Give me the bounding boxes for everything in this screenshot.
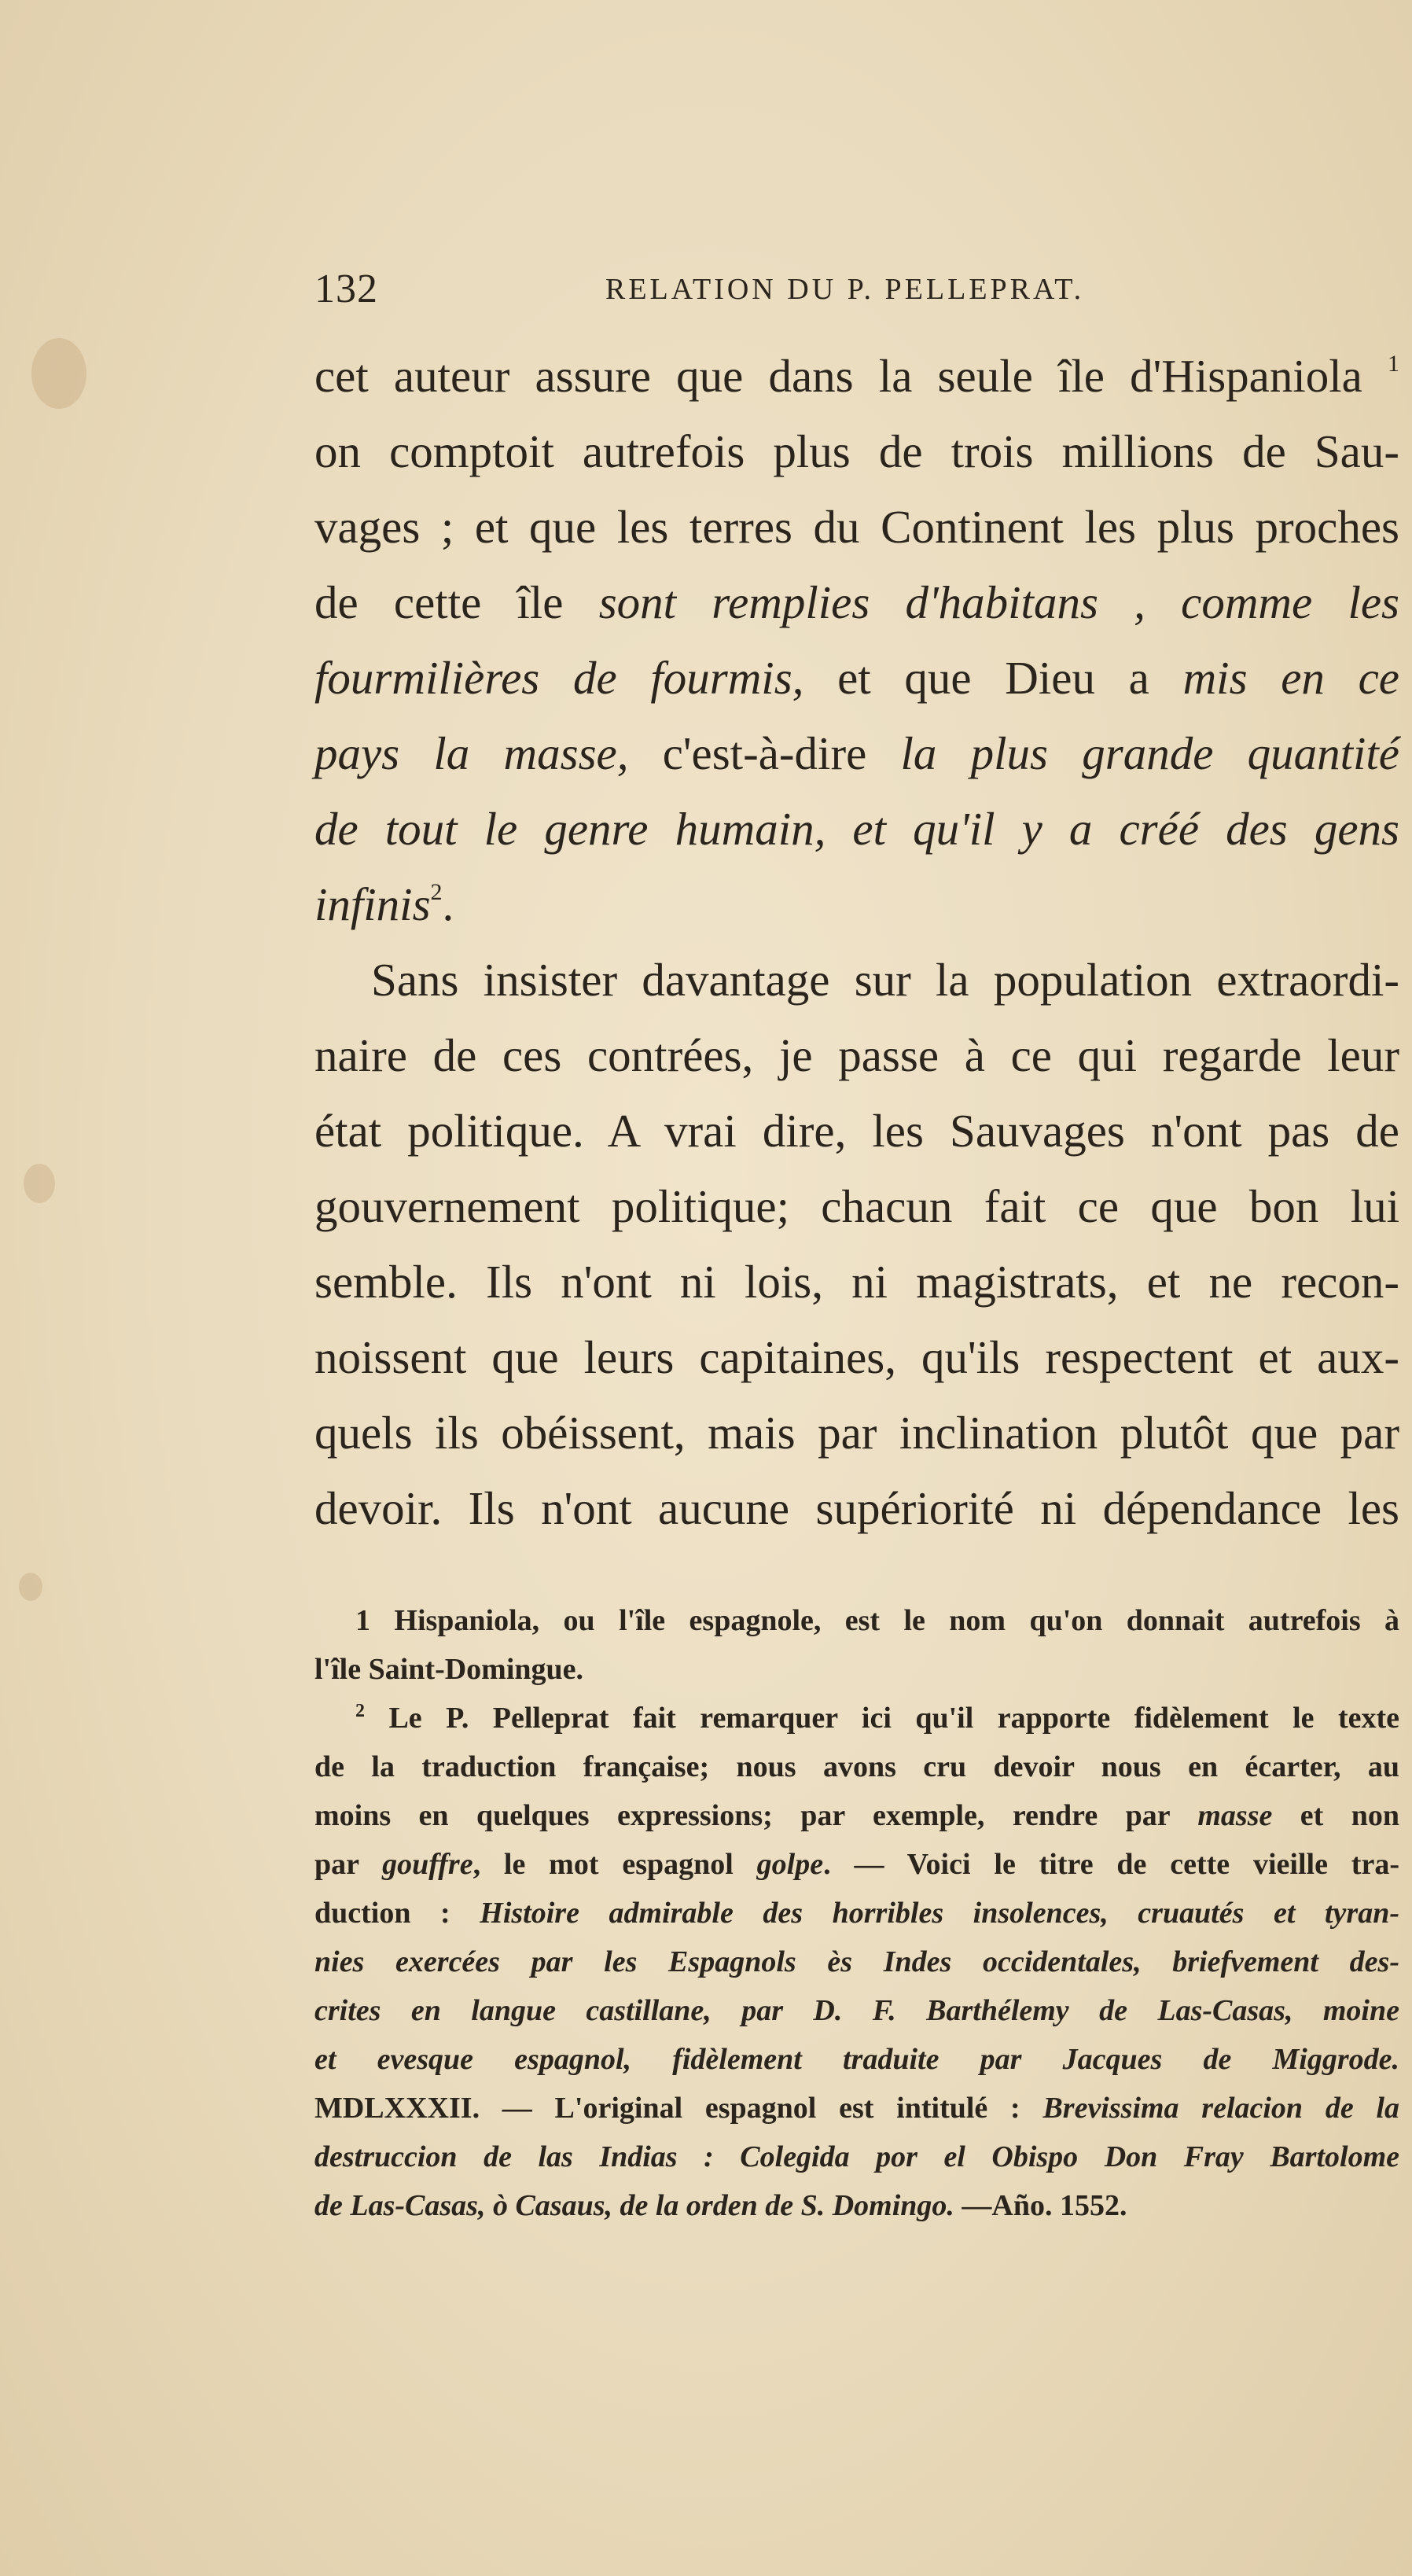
footnote-marker: 1: [355, 1604, 370, 1637]
text-line: vages ; et que les terres du Continent les plus proches: [314, 501, 1399, 553]
footnote-line: duction : Histoire admirable des horribles insolences, cruautés et tyran-: [314, 1897, 1400, 1930]
text-line: devoir. Ils n'ont aucune supériorité ni dépendance les: [314, 1482, 1399, 1534]
page-stain: [31, 338, 86, 409]
page-number: 132: [314, 267, 378, 311]
footnote-line: par gouffre, le mot espagnol golpe. — Voici le titre de cette vieille tra-: [314, 1848, 1399, 1881]
text-line: Sans insister davantage sur la population extraordi-: [371, 954, 1399, 1006]
text-line: infinis$^2$.: [314, 878, 454, 930]
footnote-line: $^2$ Le P. Pelleprat fait remarquer ici qu'il rapporte fidèlement le texte: [355, 1701, 1400, 1735]
text-line: on comptoit autrefois plus de trois millions de Sau-: [314, 425, 1399, 477]
text-line: de cette île sont remplies d'habitans , comme les: [314, 576, 1399, 628]
footnote-ref: 2: [430, 879, 443, 905]
page-stain: [19, 1573, 42, 1601]
footnote-line: l'île Saint-Domingue.: [314, 1653, 584, 1686]
footnote-line: de Las-Casas, ò Casaus, de la orden de S. Domingo. —Año. 1552.: [314, 2189, 1127, 2222]
text-line: pays la masse, c'est-à-dire la plus grande quantité: [314, 727, 1399, 779]
running-title: RELATION DU P. PELLEPRAT.: [605, 273, 1085, 306]
footnote-line: destruccion de las Indias : Colegida por el Obispo Don Fray Bartolome: [314, 2140, 1399, 2173]
footnote-ref: 1: [1388, 351, 1400, 377]
footnote-line: crites en langue castillane, par D. F. Barthélemy de Las-Casas, moine: [314, 1994, 1399, 2027]
footnote-line: moins en quelques expressions; par exemple, rendre par masse et non: [314, 1799, 1400, 1832]
text-line: état politique. A vrai dire, les Sauvages n'ont pas de: [314, 1105, 1399, 1157]
text-line: naire de ces contrées, je passe à ce qui regarde leur: [314, 1029, 1399, 1081]
footnote-line: et evesque espagnol, fidèlement traduite par Jacques de Miggrode.: [314, 2043, 1399, 2076]
text-line: quels ils obéissent, mais par inclination plutôt que par: [314, 1407, 1399, 1459]
text-line: cet auteur assure que dans la seule île d'Hispaniola $^1$: [314, 350, 1400, 402]
footnotes: [314, 1596, 1399, 2230]
text-line: de tout le genre humain, et qu'il y a créé des gens: [314, 803, 1399, 855]
footnote-line: MDLXXXII. — L'original espagnol est intitulé : Brevissima relacion de la: [314, 2092, 1399, 2125]
text-line: gouvernement politique; chacun fait ce que bon lui: [314, 1180, 1399, 1232]
text-line: noissent que leurs capitaines, qu'ils respectent et aux-: [314, 1331, 1399, 1383]
text-line: semble. Ils n'ont ni lois, ni magistrats, et ne recon-: [314, 1256, 1399, 1308]
text-line: fourmilières de fourmis, et que Dieu a mis en ce: [314, 652, 1399, 704]
page-stain: [24, 1164, 55, 1203]
footnote-line: de la traduction française; nous avons cru devoir nous en écarter, au: [314, 1750, 1399, 1783]
footnote-marker: 2: [355, 1701, 365, 1721]
main-text: [314, 338, 1399, 1546]
footnote-line: 1 Hispaniola, ou l'île espagnole, est le nom qu'on donnait autrefois à: [355, 1604, 1400, 1637]
footnote-line: nies exercées par les Espagnols ès Indes occidentales, briefvement des-: [314, 1945, 1399, 1978]
